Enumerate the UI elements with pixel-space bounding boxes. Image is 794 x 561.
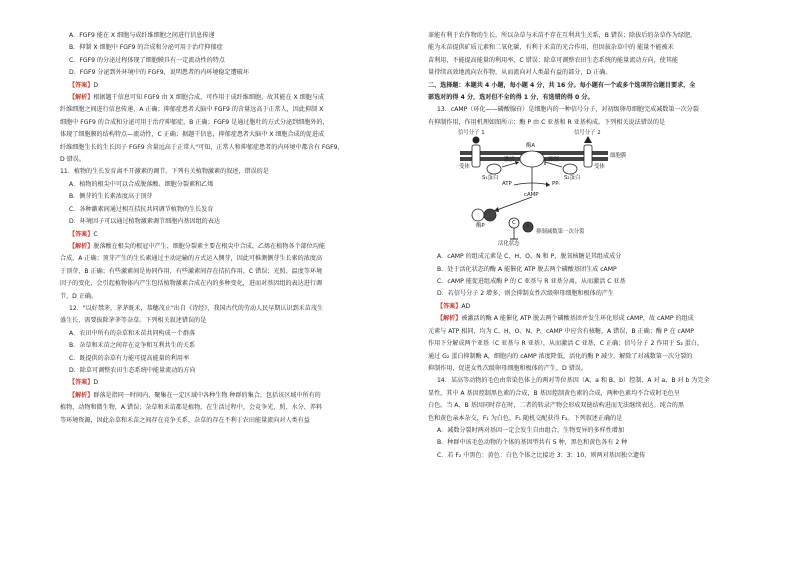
q10-analysis-line: 纤维细胞之间进行信息传递，A 正确；抑郁症患者大脑中 FGF9 的含量远高于正常人，因此抑制 X: [60, 106, 324, 114]
q10-option-a: A．FGF9 能在 X 细胞与成纤维细胞之间进行信息传递: [69, 32, 215, 39]
q14-option-a: A．减数分裂时两对基因一定会发生自由组合，生物变异的多样性增加: [437, 426, 624, 434]
label-ppi: PPᵢ: [552, 181, 560, 188]
q12-analysis-line: 植物、动物和微生物，A 错误；杂草和禾苗都是植物，在生活过程中，会竞争光、照、水分、养料: [60, 404, 323, 412]
label-effect: 抑制减数第一次分裂: [536, 229, 585, 236]
q13-option-c: C．cAMP 能促进组成酶 P 的 C 亚基与 R 亚基分离，从而激活 C 亚基: [437, 278, 626, 286]
analysis-label: 【解析】: [69, 94, 94, 102]
receptor-1: [472, 145, 480, 167]
camp-mechanism-diagram: [442, 131, 642, 249]
answer-label: 【答案】: [69, 230, 94, 238]
label-receptor-1: 受体: [459, 164, 470, 171]
answer-label: 【答案】: [69, 81, 94, 89]
q11-answer: [60, 229, 415, 241]
q11-analysis-line: 因子的变化，会引起植物体内产生包括植物激素合成在内的多种变化，进而对基因组的表达进行调: [60, 280, 323, 288]
analysis-text: 被激活的酶 A 能催化 ATP 脱去两个磷酸基团并发生环化形成 cAMP，故 cAMP 的组成: [461, 315, 694, 323]
q13-answer: [428, 301, 783, 313]
q13-option-b: B．处于活化状态的酶 A 能催化 ATP 脱去两个磷酸基团生成 cAMP: [437, 265, 617, 273]
s1-protein: [487, 164, 501, 174]
answer-label: 【答案】: [437, 302, 462, 310]
q12-analysis-line: 等环境资源，因此杂草和禾苗之间存在竞争关系，杂草的存在不利于农田能量流向对人类有益: [60, 416, 310, 424]
q12-option-c: C．既提供的杂草有力能可提高能量的利用率: [69, 354, 190, 362]
q12-answer: [60, 377, 415, 389]
label-s1: S₁蛋白: [482, 175, 499, 182]
label-active-state: 活化状态: [498, 241, 520, 248]
q11-option-c: C．各种激素间通过相互拮抗共同调节植物的生长发育: [69, 205, 214, 213]
q14-stem: 白色。当 A、B 基因同时存在时，二者的转录产物会形成双链结构进而无法继续表达。纯合的黑: [428, 402, 684, 410]
q14-stem: 14．某高等动物的毛色由常染色体上的两对等位基因（A、a 和 B、b）控制，A 对 a、B 对 b 为完全: [437, 377, 710, 385]
label-r-subunit: R: [526, 224, 530, 231]
label-receptor-2: 受体: [594, 164, 605, 171]
receptor-2: [584, 145, 592, 167]
q12-option-a: A．农田中所有的杂草和禾苗共同构成一个群落: [69, 329, 196, 337]
label-enzyme-p: 酶P: [476, 223, 485, 230]
q14-option-b: B．种群中该毛色动物的个体的基因型共有 5 种，黑色和黄色各有 2 种: [437, 439, 628, 447]
enzyme-p-c: [472, 209, 484, 221]
q11-option-d: D．环境因子可以通过植物激素调节细胞内基因组的表达: [69, 218, 220, 226]
q10-analysis-line: D 错误。: [60, 156, 85, 164]
answer-value: AD: [461, 302, 471, 310]
q12-analysis-line: [60, 390, 415, 402]
answer-value: C: [93, 230, 98, 238]
q12-analysis-cont: 量持续高效地流向农作物，从而流向对人类最有益的部分，D 正确。: [428, 69, 612, 77]
q11-stem: 11．植物的生长发育离不开激素的调节。下列有关植物激素的叙述，错误的是: [60, 168, 269, 176]
q11-option-a: A．植物的根尖中可以合成脱落酸、细胞分裂素和乙烯: [69, 180, 214, 188]
q13-analysis-line: 抑制作用，促进女性次级卵母细胞和极体的产生，D 错误。: [428, 364, 587, 372]
q14-stem: 色和黄色亲本杂交，F₁ 为白色，F₁ 随机交配获得 F₂。下列叙述正确的是: [428, 414, 623, 422]
q10-analysis-line: 细胞中 FGF9 的合成和分泌可用于治疗抑郁症，B 正确；FGF9 是通过胞吐的方式分泌到细胞外的，: [60, 118, 329, 126]
label-activation: 激活: [504, 157, 515, 164]
q13-analysis-line: [428, 313, 783, 325]
q11-analysis-line: 合成，A 正确；顶芽产生的生长素通过主动运输的方式运入侧芽，因此可推测侧芽生长素的浓度高: [60, 255, 323, 263]
q12-analysis-cont: 能为禾苗提供矿质元素和二氧化碳，有利于禾苗的光合作用，但因拔杂草中的 能量不能被禾: [428, 44, 674, 52]
q13-option-a: A．cAMP 的组成元素是 C、H、O、N 和 P，脱氧核糖是其组成成分: [437, 253, 622, 261]
q11-analysis-line: 于顶芽，B 正确；有些激素间是协同作用，有些激素间存在拮抗作用，C 错误；光照、温度等环境: [60, 267, 323, 275]
signal-1-dot: [473, 137, 480, 144]
analysis-label: 【解析】: [437, 315, 462, 323]
answer-value: D: [93, 379, 99, 387]
label-enzyme-a: 酶A: [526, 143, 536, 150]
q10-option-d: D．FGF9 分泌到外环境中的 FGF9，说明患者的内环境稳定遭破坏: [69, 69, 249, 77]
q14-stem: 显性，其中 A 基因控制黑色素的合成，B 基因控制黄色素的合成，两种色素均不合成时毛色呈: [428, 389, 680, 397]
right-column: [428, 30, 783, 462]
section-title-cont: 部选对的得 4 分，选对但不全的得 1 分，有选错的得 0 分。: [428, 94, 594, 102]
label-membrane: 细胞膜: [610, 153, 627, 160]
camp-arrow: [494, 197, 532, 211]
q12-stem: 盛生长，需要拔除茅茅等杂草。下列相关叙述错误的是: [60, 317, 207, 325]
q10-answer: [60, 80, 415, 92]
q10-option-b: B．抑制 X 细胞中 FGF9 的合成和分泌可用于治疗抑郁症: [69, 44, 223, 52]
analysis-text: 群落是指同一时间内，聚集在一定区域中各种生物 种群的集合，包括该区域中所有的: [93, 391, 321, 399]
enzyme-a-shape: [520, 151, 544, 167]
arrowhead: [515, 161, 519, 165]
answer-label: 【答案】: [69, 379, 94, 387]
analysis-text: 根据题干信息可知 FGF9 由 X 细胞合成，可作用于成纤维细胞，故其能在 X 细胞与成: [93, 94, 324, 102]
q12-option-b: B．杂草和禾苗之间存在竞争和互利共生的关系: [69, 342, 196, 350]
q12-analysis-cont: 苗利用，不能提高能量的利用率，C 错误；除草可调整农田生态系统的能量流动方向，使其能: [428, 56, 678, 64]
q10-analysis-line: 纤维细胞生长的生长因子 FGF9 含量远高于正常人"可知，正常人和抑郁症患者的内环境中都含有 FGF9，: [60, 143, 344, 151]
q13-analysis-line: 通过 G₂ 蛋白抑制酶 A，细胞内的 cAMP 浓度降低，活化的酶 P 减少，解除了对减数第一次分裂的: [428, 352, 693, 360]
answer-value: D: [93, 81, 99, 89]
q11-option-b: B．侧芽的生长素浓度高于顶芽: [69, 193, 153, 201]
label-inhibition: 抑制: [548, 157, 559, 164]
q12-analysis-cont: 革能有利于农作物的生长，所以杂草与禾苗不存在互利共生关系，B 错误；除拔后的杂草作为绿肥，: [428, 32, 697, 39]
q11-analysis-line: [60, 241, 415, 253]
q10-analysis-line: 体现了细胞膜的结构特点—流动性，C 正确；据题干信息，抑郁症患者大脑中 X 细胞合成的促进成: [60, 131, 325, 139]
q11-analysis-line: 节，D 正确。: [60, 292, 98, 300]
q12-stem: 12．"以好禁茅，茅茅既禾，恭穗茂止"出自《诗经》，我国古代的劳动人民早期认识到禾苗茂生: [69, 304, 324, 312]
label-s2: S₂蛋白: [564, 175, 581, 182]
analysis-label: 【解析】: [69, 242, 94, 250]
q13-stem: 有抑制作用，作用机理如图所示：酶 P 由 C 亚基和 R 亚基构成。下列相关说法错误的是: [428, 118, 666, 126]
q13-stem: 13．cAMP（环化——磷酸腺苷）是细胞内的一种信号分子，对初级卵母细胞完成减数第一次分裂: [437, 106, 699, 114]
section-title: 二、选择题：本题共 4 小题，每小题 4 分，共 16 分。每小题有一个或多个选项符合题目要求，全: [428, 81, 696, 89]
analysis-label: 【解析】: [69, 391, 94, 399]
enzyme-p-r: [484, 209, 496, 221]
q14-option-c: C．若 F₂ 中黑色：黄色：白色个体之比接近 3：3：10，则两对基因独立遗传: [437, 451, 646, 459]
signal-2-shape: [584, 136, 592, 143]
label-signal-2: 信号分子 2: [574, 130, 601, 137]
analysis-text: 脱落酸在根尖的根冠中产生、细胞分裂素主要在根尖中合成、乙烯在植物各个部位均能: [93, 242, 325, 250]
left-column: [60, 30, 415, 427]
q12-option-d: D．除草可调整农田生态系统中能量流动的方向: [69, 366, 196, 374]
label-atp: ATP: [502, 181, 512, 188]
label-camp: cAMP: [524, 192, 539, 199]
label-c-subunit: C: [512, 220, 516, 227]
q13-option-d: D．若信号分子 2 增多，则会抑制女性次级卵母细胞和极体的产生: [437, 290, 614, 298]
label-signal-1: 信号分子 1: [458, 130, 485, 137]
s2-protein: [563, 164, 577, 174]
q10-analysis-line: [60, 92, 415, 104]
q13-analysis-line: 元素与 ATP 相同，均为 C、H、O、N、P，cAMP 中应含有核糖，A 错误，B 正确；酶 P 在 cAMP: [428, 327, 694, 335]
q13-analysis-line: 作用下分解成两个亚基（C 亚基与 R 亚基），从而激活 C 亚基，C 正确；信号分子 2 作用于 S₂ 蛋白，: [428, 340, 704, 348]
q10-option-c: C．FGF9 的分泌过程体现了细胞膜具有一定流动性的特点: [69, 56, 225, 64]
